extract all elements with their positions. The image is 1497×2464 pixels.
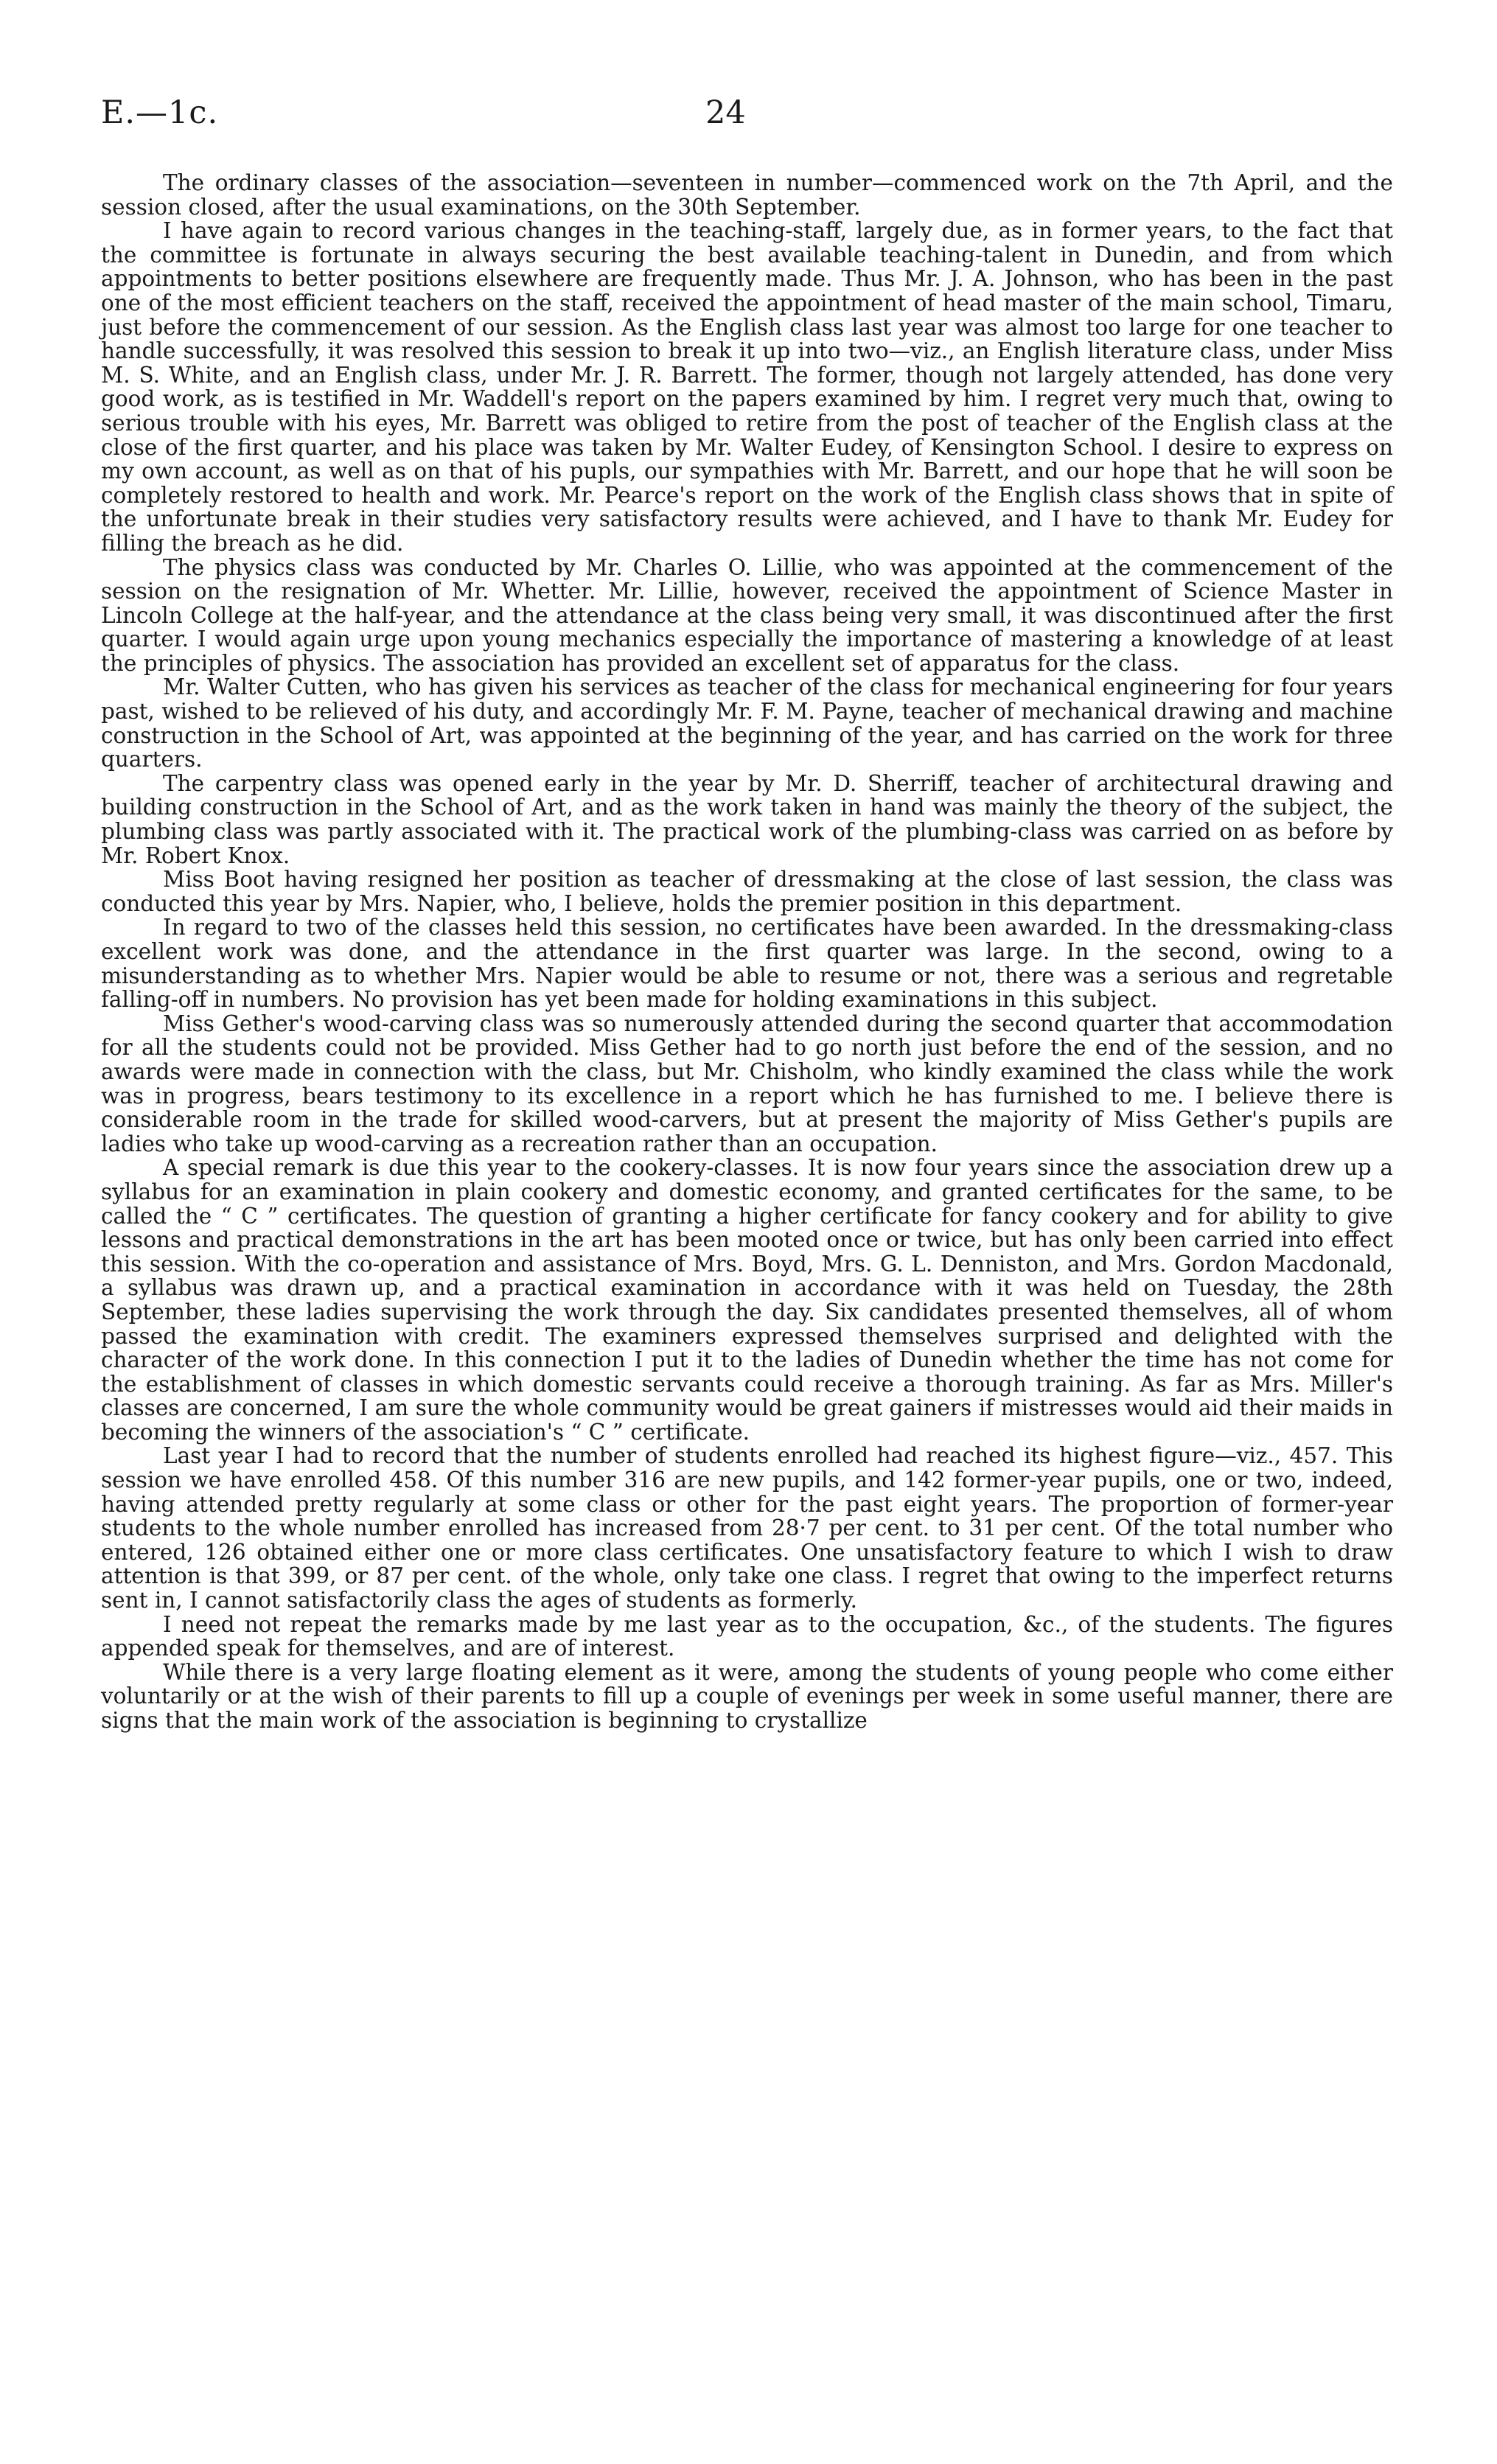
paragraph-wood-carving: Miss Gether's wood-carving class was so numerously attended during the second quarter that accommodation for all the students could not be provided. Miss Gether had to go north just before the end of the session, and no awards were made in connection with the class, but Mr. Chisholm, who kindly examined the class while the work was in progress, bears testimony to its excellence in a report which he has furnished to me. I believe there is considerable room in the trade for skilled wood-carvers, but at present the majority of Miss Gether's pupils are ladies who take up wood-carving as a recreation rather than an occupation. [101, 1011, 1393, 1156]
paragraph-dressmaking-teacher: Miss Boot having resigned her position as teacher of dressmaking at the close of last session, the class was conducted this year by Mrs. Napier, who, I believe, holds the premier position in this department. [101, 867, 1393, 916]
paragraph-cookery-classes: A special remark is due this year to the cookery-classes. It is now four years since the association drew up a syllabus for an examination in plain cookery and domestic economy, and granted certificates for the same, to be called the “ C ” certificates. The question of granting a higher certificate for fancy cookery and for ability to give lessons and practical demonstrations in the art has been mooted once or twice, but has only been carried into effect this session. With the co-operation and assistance of Mrs. Boyd, Mrs. G. L. Denniston, and Mrs. Gordon Macdonald, a syllabus was drawn up, and a practical examination in accordance with it was held on Tuesday, the 28th September, these ladies supervising the work through the day. Six candidates presented themselves, all of whom passed the examination with credit. The examiners expressed themselves surprised and delighted with the character of the work done. In this connection I put it to the ladies of Dunedin whether the time has not come for the establishment of classes in which domestic servants could receive a thorough training. As far as Mrs. Miller's classes are concerned, I am sure the whole community would be great gainers if mistresses would aid their maids in becoming the winners of the association's “ C ” certificate. [101, 1155, 1393, 1445]
paragraph-carpentry-class: The carpentry class was opened early in the year by Mr. D. Sherriff, teacher of architectural drawing and building construction in the School of Art, and as the work taken in hand was mainly the theory of the subject, the plumbing class was partly associated with it. The practical work of the plumbing-class was carried on as before by Mr. Robert Knox. [101, 770, 1393, 868]
paragraph-floating-element: While there is a very large floating element as it were, among the students of young people who come either voluntarily or at the wish of their parents to fill up a couple of evenings per week in some useful manner, there are signs that the main work of the association is beginning to crystallize [101, 1659, 1393, 1733]
report-body [101, 171, 1393, 1733]
running-head [101, 94, 1398, 139]
paragraph-enrolment: Last year I had to record that the number of students enrolled had reached its highest figure—viz., 457. This session we have enrolled 458. Of this number 316 are new pupils, and 142 former-year pupils, one or two, indeed, having attended pretty regularly at some class or other for the past eight years. The proportion of former-year students to the whole number enrolled has increased from 28·7 per cent. to 31 per cent. Of the total number who entered, 126 obtained either one or more class certificates. One unsatisfactory feature to which I wish to draw attention is that 399, or 87 per cent. of the whole, only take one class. I regret that owing to the imperfect returns sent in, I cannot satisfactorily class the ages of students as formerly. [101, 1443, 1393, 1613]
paragraph-physics-class: The physics class was conducted by Mr. Charles O. Lillie, who was appointed at the commencement of the session on the resignation of Mr. Whetter. Mr. Lillie, however, received the appointment of Science Master in Lincoln College at the half-year, and the attendance at the class being very small, it was discontinued after the first quarter. I would again urge upon young mechanics especially the importance of mastering a knowledge of at least the principles of physics. The association has provided an excellent set of apparatus for the class. [101, 554, 1393, 676]
paragraph-certificates: In regard to two of the classes held this session, no certificates have been awarded. In the dressmaking-class excellent work was done, and the attendance in the first quarter was large. In the second, owing to a misunderstanding as to whether Mrs. Napier would be able to resume or not, there was a serious and regretable falling-off in numbers. No provision has yet been made for holding examinations in this subject. [101, 915, 1393, 1013]
paragraph-occupation: I need not repeat the remarks made by me last year as to the occupation, &c., of the students. The figures appended speak for themselves, and are of interest. [101, 1611, 1393, 1661]
paragraph-mechanical-engineering: Mr. Walter Cutten, who has given his services as teacher of the class for mechanical engineering for four years past, wished to be relieved of his duty, and accordingly Mr. F. M. Payne, teacher of mechanical drawing and machine construction in the School of Art, was appointed at the beginning of the year, and has carried on the work for three quarters. [101, 674, 1393, 772]
paragraph-teaching-staff: I have again to record various changes in the teaching-staff, largely due, as in former years, to the fact that the committee is fortunate in always securing the best available teaching-talent in Dunedin, and from which appointments to better positions elsewhere are frequently made. Thus Mr. J. A. Johnson, who has been in the past one of the most efficient teachers on the staff, received the appointment of head master of the main school, Timaru, just before the commencement of our session. As the English class last year was almost too large for one teacher to handle successfully, it was resolved this session to break it up into two—viz., an English literature class, under Miss M. S. White, and an English class, under Mr. J. R. Barrett. The former, though not largely attended, has done very good work, as is testified in Mr. Waddell's report on the papers examined by him. I regret very much that, owing to serious trouble with his eyes, Mr. Barrett was obliged to retire from the post of teacher of the English class at the close of the first quarter, and his place was taken by Mr. Walter Eudey, of Kensington School. I desire to express on my own account, as well as on that of his pupls, our sympathies with Mr. Barrett, and our hope that he will soon be completely restored to health and work. Mr. Pearce's report on the work of the English class shows that in spite of the unfortunate break in their studies very satisfactory results were achieved, and I have to thank Mr. Eudey for filling the breach as he did. [101, 218, 1393, 556]
page-number: 24 [705, 94, 746, 131]
document-code: E.—1c. [101, 94, 219, 131]
paragraph-ordinary-classes: The ordinary classes of the association—seventeen in number—commenced work on the 7th April, and the session closed, after the usual examinations, on the 30th September. [101, 170, 1393, 220]
